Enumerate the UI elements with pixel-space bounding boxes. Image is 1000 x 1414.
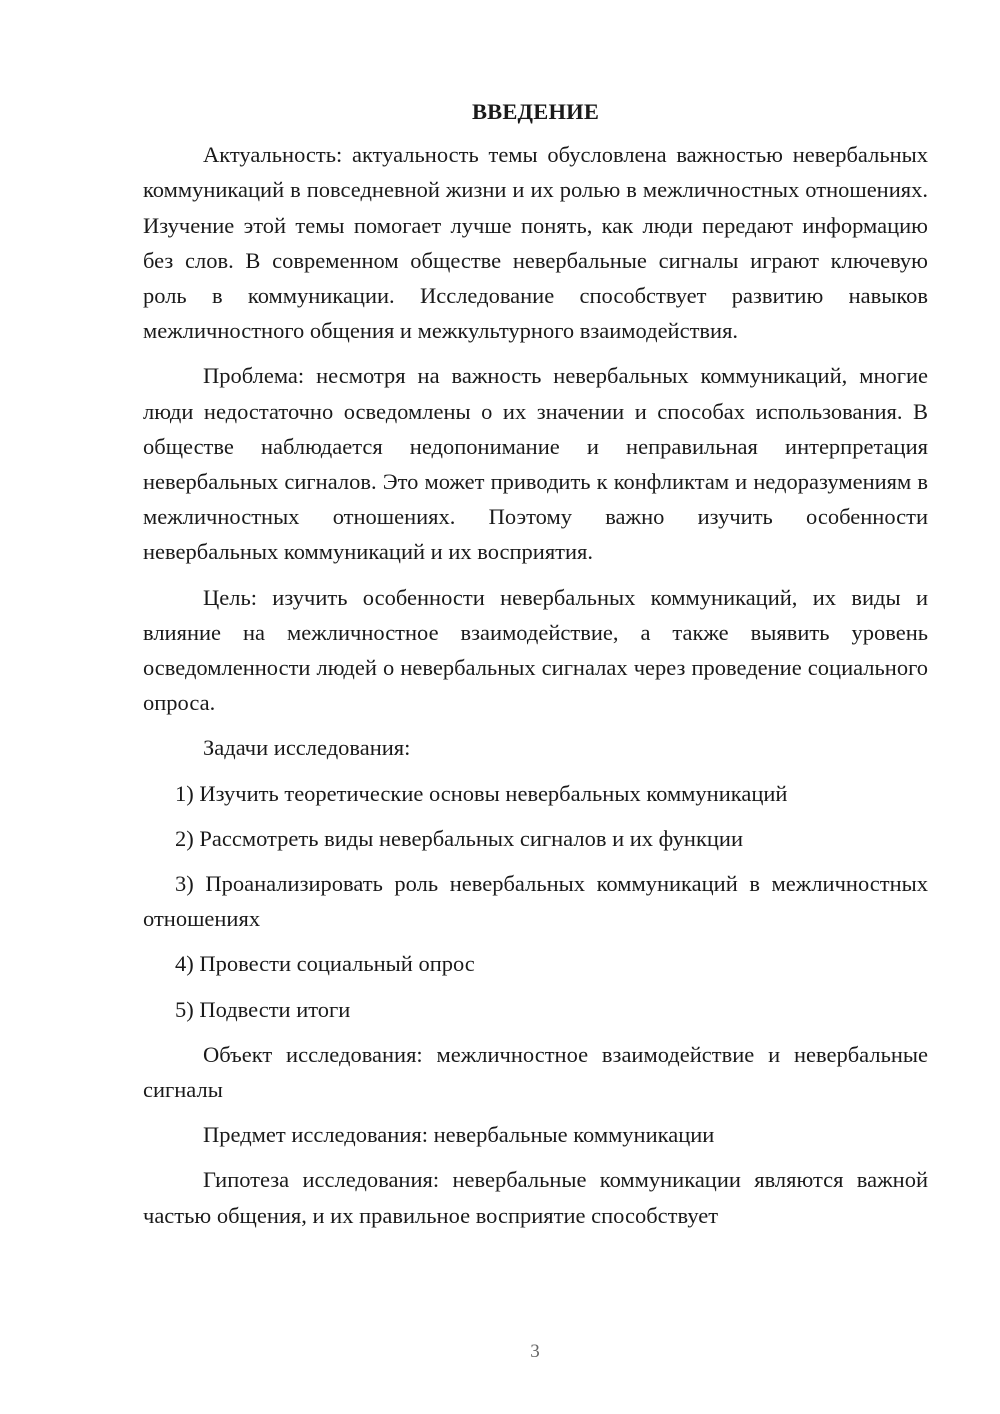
page-number: 3 (530, 1341, 540, 1362)
task-item: 4) Провести социальный опрос (175, 951, 475, 977)
page-content (143, 94, 928, 1233)
task-item: 2) Рассмотреть виды невербальных сигналов и их функции (175, 825, 744, 851)
task-item: 1) Изучить теоретические основы невербальных коммуникаций (175, 780, 788, 806)
paragraph-problem: Проблема: несмотря на важность невербальных коммуникаций, многие люди недостаточно осведомлены о их значении и способах использования. В обществе наблюдается недопонимание и неправильная интерпретация невербальных сигналов. Это может приводить к конфликтам и недоразумениям в межличностных отношениях. Поэтому важно изучить особенности невербальных коммуникаций и их восприятия. (143, 363, 928, 565)
paragraph-goal: Цель: изучить особенности невербальных коммуникаций, их виды и влияние на межличностное взаимодействие, а также выявить уровень осведомленности людей о невербальных сигналах через проведение социального опроса. (143, 584, 928, 716)
paragraph-relevance: Актуальность: актуальность темы обусловлена важностью невербальных коммуникаций в повседневной жизни и их ролью в межличностных отношениях. Изучение этой темы помогает лучше понять, как люди передают информацию без слов. В современном обществе невербальные сигналы играют ключевую роль в коммуникации. Исследование способствует развитию навыков межличностного общения и межкультурного взаимодействия. (143, 142, 928, 344)
paragraph-hypothesis: Гипотеза исследования: невербальные коммуникации являются важной частью общения, и их правильное восприятие способствует (143, 1167, 928, 1228)
task-item: 3) Проанализировать роль невербальных коммуникаций в межличностных отношениях (143, 871, 928, 932)
paragraph-object: Объект исследования: межличностное взаимодействие и невербальные сигналы (143, 1041, 928, 1103)
task-item: 5) Подвести итоги (175, 996, 351, 1022)
paragraph-subject: Предмет исследования: невербальные коммуникации (203, 1122, 715, 1148)
page-title: ВВЕДЕНИЕ (471, 99, 600, 124)
paragraph-tasks-heading: Задачи исследования: (203, 735, 411, 761)
